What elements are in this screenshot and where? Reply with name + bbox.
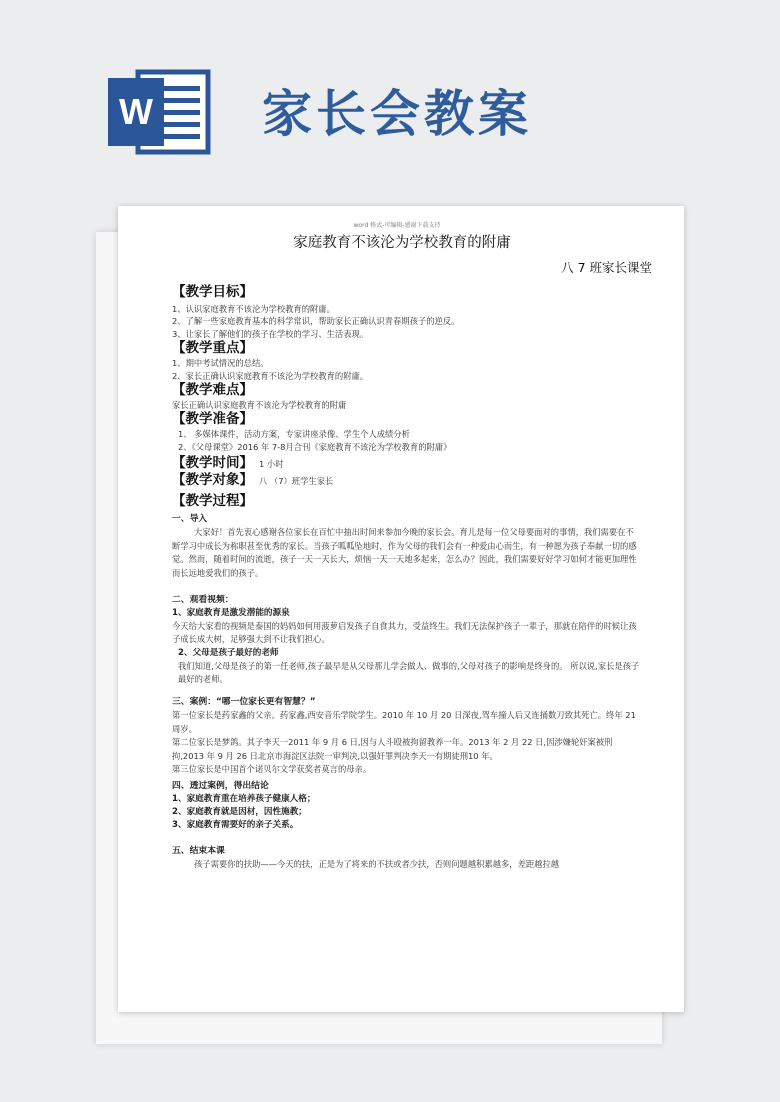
- section-4-heading: 四、透过案例，得出结论: [172, 780, 269, 791]
- conclusion-item: 1、家庭教育重在培养孩子健康人格；: [172, 793, 316, 804]
- case-paragraph-1: 第一位家长是药家鑫的父亲。药家鑫,西安音乐学院学生。2010 年 10 月 20 日深夜,驾车撞人后又连捅数刀致其死亡。终年 21 周岁。: [172, 710, 636, 734]
- key-points-heading: 【教学重点】: [172, 340, 253, 357]
- video-paragraph-1: 今天给大家看的视频是泰国的妈妈如何用菠萝启发孩子自食其力，受益终生。我们无法保护孩子一辈子，那就在陪伴的时候让孩子成长成大树，足够强大到不让我们担心。: [172, 620, 637, 645]
- case-paragraph-3: 第三位家长是中国首个诺贝尔文学获奖者莫言的母亲。: [172, 764, 372, 775]
- goal-item: 3、让家长了解他们的孩子在学校的学习、生活表现。: [172, 328, 369, 339]
- section-3-body: [172, 709, 642, 777]
- section-2-body-1: [172, 620, 642, 647]
- goal-item: 2、了解一些家庭教育基本的科学常识，帮助家长正确认识青春期孩子的逆反。: [172, 316, 460, 327]
- word-document-icon: [108, 68, 212, 156]
- word-icon-letter: W: [119, 91, 153, 132]
- target-heading: 【教学对象】: [172, 472, 253, 489]
- document-page: [118, 206, 684, 1012]
- banner-title: 家长会教案: [262, 84, 532, 143]
- goal-item: 1、认识家庭教育不该沦为学校教育的附庸。: [172, 304, 335, 314]
- header-banner: [0, 0, 780, 180]
- document-subtitle: 八 7 班家长课堂: [561, 260, 652, 275]
- preparation-heading: 【教学准备】: [172, 411, 253, 428]
- section-5-heading: 五、结束本课: [172, 845, 225, 856]
- difficulties-heading: 【教学难点】: [172, 382, 253, 399]
- process-heading: 【教学过程】: [172, 493, 253, 510]
- video-paragraph-2: 我们知道,父母是孩子的第一任老师,孩子最早是从父母那儿学会做人、做事的,父母对孩子的影响是终身的。 所以说,家长是孩子最好的老师。: [178, 660, 640, 685]
- section-1-heading: 一、导入: [172, 514, 208, 525]
- conclusion-item: 3、家庭教育需要好的亲子关系。: [172, 819, 299, 830]
- preparation-item: 1、 多媒体课件，活动方案，专家讲座录像、学生个人成绩分析: [178, 429, 410, 440]
- document-content: [172, 220, 652, 872]
- section-2-sub-2: 2、父母是孩子最好的老师: [178, 647, 279, 658]
- closing-paragraph: 孩子需要你的扶助——今天的扶，正是为了将来的不扶或者少扶，否则问题越积累越多，差距越拉越: [194, 858, 560, 869]
- preparation-item: 2、《父母课堂》2016 年 7-8月合刊《家庭教育不该沦为学校教育的附庸》: [178, 441, 452, 452]
- section-2-sub-1: 1、家庭教育是激发潜能的源泉: [172, 607, 290, 618]
- header-note: word 格式-可编辑-感谢下载支持: [353, 222, 441, 229]
- key-point-item: 1、期中考试情况的总结。: [172, 358, 269, 369]
- section-2-body-2: [172, 660, 642, 687]
- conclusion-item: 2、家庭教育就是因材，因性施教；: [172, 806, 307, 817]
- section-5-body: [172, 858, 642, 872]
- goals-heading: 【教学目标】: [172, 284, 253, 300]
- key-point-item: 2、家长正确认识家庭教育不该沦为学校教育的附庸。: [172, 370, 369, 381]
- time-heading: 【教学时间】: [172, 455, 253, 472]
- intro-paragraph: 大家好！首先衷心感谢各位家长在百忙中抽出时间来参加今晚的家长会。育儿是每一位父母要面对的事情，我们需要在不断学习中成长为称职甚至优秀的家长。当孩子呱呱坠地时，作为父母的我们会有一种爱由心而生，有一种愿为孩子奉献一切的感觉。然而，随着时间的流逝，孩子一天一天长大，烦恼一天一天地多起来，怎么办？因此，我们需要好好学习如何才能更加理性而长远地爱我们的孩子。: [172, 527, 637, 579]
- case-paragraph-2: 第二位家长是梦鸽。其子李天一2011 年 9 月 6 日,因与人斗殴被拘留教养一年。2013 年 2 月 22 日,因涉嫌轮奸案被刑拘,2013 年 9 月 26 日北京市海淀区法院一审判决,以强奸罪判决李天一有期徒刑10 年。: [172, 737, 613, 761]
- target-row: [172, 472, 642, 489]
- time-row: [172, 455, 642, 472]
- section-2-heading: 二、观看视频：: [172, 594, 234, 605]
- target-value: 八 （7）班学生家长: [259, 475, 334, 486]
- section-1-body: [172, 526, 642, 580]
- section-3-heading: 三、案例：“哪一位家长更有智慧？”: [172, 697, 316, 707]
- document-title: 家庭教育不该沦为学校教育的附庸: [293, 235, 511, 251]
- time-value: 1 小时: [259, 458, 284, 469]
- difficulty-text: 家长正确认识家庭教育不该沦为学校教育的附庸: [172, 400, 347, 411]
